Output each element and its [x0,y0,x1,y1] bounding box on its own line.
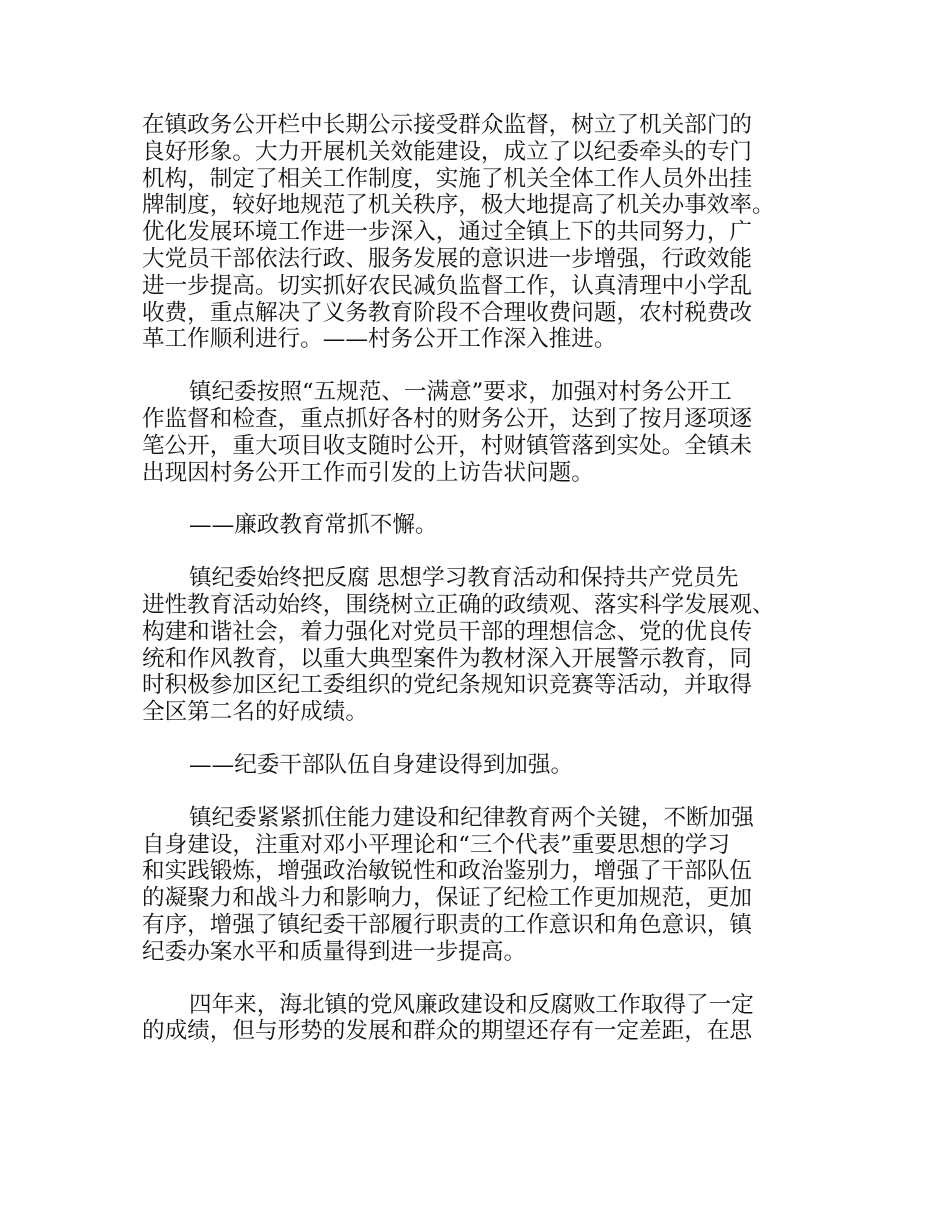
section-heading-2 [142,752,822,779]
text-line: 镇纪委紧紧抓住能力建设和纪律教育两个关键，不断加强 [189,804,754,831]
text-line: 全区第二名的好成绩。 [142,699,368,726]
text-line: 构建和谐社会，着力强化对党员干部的理想信念、党的优良传 [142,618,753,645]
text-line: 和实践锻炼，增强政治敏锐性和政治鉴别力，增强了干部队伍 [142,858,753,885]
section-heading-1 [142,512,822,539]
text-line: 的凝聚力和战斗力和影响力，保证了纪检工作更加规范，更加 [142,885,753,912]
text-line: 在镇政务公开栏中长期公示接受群众监督，树立了机关部门的 [142,112,753,138]
text-line: 机构，制定了相关工作制度，实施了机关全体工作人员外出挂 [142,165,753,192]
text-line: 大党员干部依法行政、服务发展的意识进一步增强，行政效能 [142,245,753,272]
text-line: 有序，增强了镇纪委干部履行职责的工作意识和角色意识，镇 [142,911,753,938]
text-line: 收费，重点解决了义务教育阶段不合理收费问题，农村税费改 [142,299,753,326]
text-line: 作监督和检查，重点抓好各村的财务公开，达到了按月逐项逐 [142,405,753,432]
text-line: 进一步提高。切实抓好农民减负监督工作，认真清理中小学乱 [142,272,753,299]
text-line: 时积极参加区纪工委组织的党纪条规知识竞赛等活动，并取得 [142,672,753,699]
text-line: 统和作风教育，以重大典型案件为教材深入开展警示教育，同 [142,645,753,672]
paragraph-5 [142,992,822,1046]
text-line: 出现因村务公开工作而引发的上访告状问题。 [142,459,594,486]
heading-line: ——纪委干部队伍自身建设得到加强。 [189,751,574,778]
text-line: 镇纪委始终把反腐 思想学习教育活动和保持共产党员先 [189,565,739,592]
document-body [142,112,822,1071]
text-line: 四年来，海北镇的党风廉政建设和反腐败工作取得了一定 [189,991,754,1018]
paragraph-2 [142,379,822,486]
paragraph-4 [142,805,822,966]
paragraph-3 [142,565,822,726]
text-line: 进性教育活动始终，围绕树立正确的政绩观、落实科学发展观、 [142,591,775,618]
text-line: 革工作顺利进行。——村务公开工作深入推进。 [142,326,617,353]
text-line: 自身建设，注重对邓小平理论和“三个代表”重要思想的学习 [142,831,730,858]
text-line: 笔公开，重大项目收支随时公开，村财镇管落到实处。全镇未 [142,432,753,459]
text-line: 优化发展环境工作进一步深入，通过全镇上下的共同努力，广 [142,219,753,246]
text-line: 良好形象。大力开展机关效能建设，成立了以纪委牵头的专门 [142,138,753,165]
text-line: 牌制度，较好地规范了机关秩序，极大地提高了机关办事效率。 [142,192,775,219]
heading-line: ——廉政教育常抓不懈。 [189,512,438,539]
text-line: 的成绩，但与形势的发展和群众的期望还存有一定差距，在思 [142,1018,753,1045]
text-line: 镇纪委按照“五规范、一满意”要求，加强对村务公开工 [189,379,732,406]
text-line: 纪委办案水平和质量得到进一步提高。 [142,938,527,965]
paragraph-1 [142,112,822,353]
